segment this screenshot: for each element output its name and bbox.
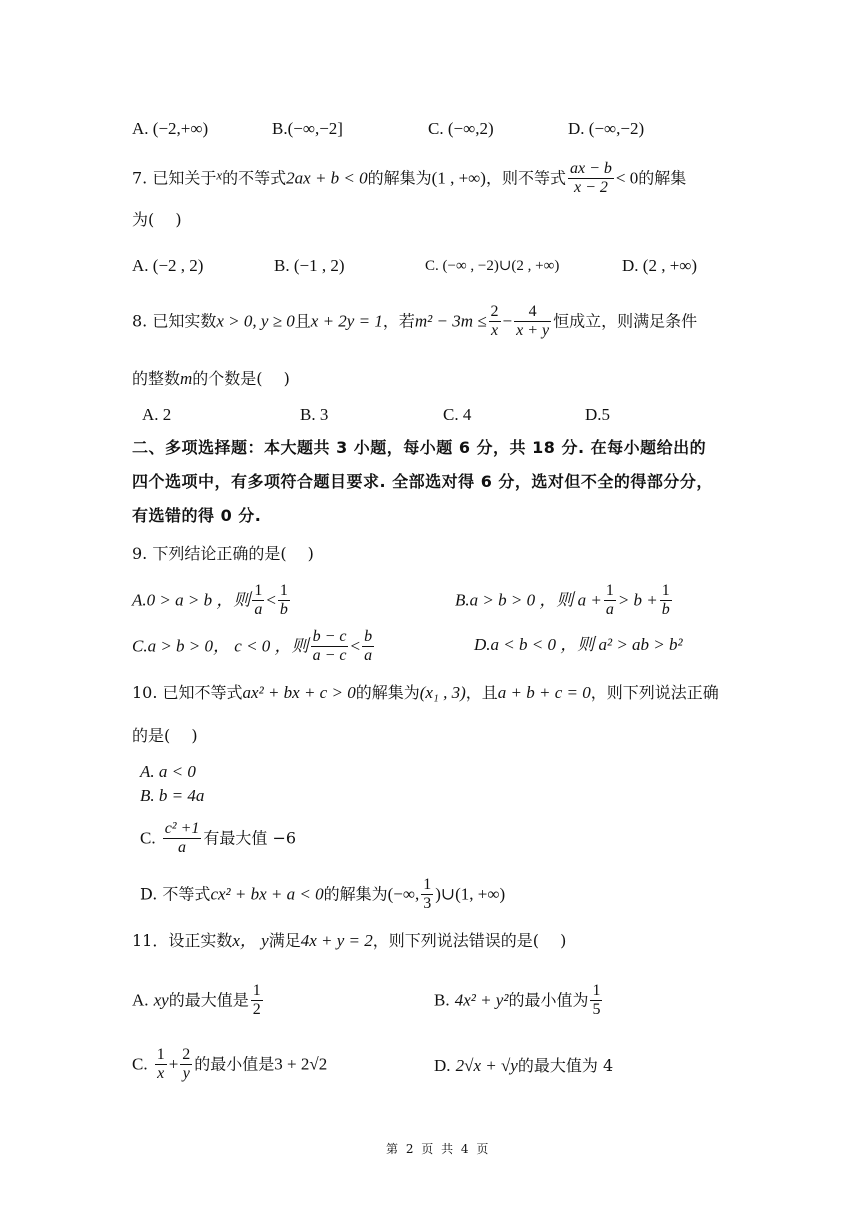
q8-option-a: A. 2 [142,405,172,424]
q10-option-b: B. b = 4a [140,786,205,805]
q7-stem: 7. 已知关于$^x$的不等式2ax + b < 0的解集为(1 , +∞)，则不等式 $\frac{ax - b}{x - 2}$ < 0的解集 [132,160,687,197]
section-heading-line2: 四个选项中，有多项符合题目要求. 全部选对得 6 分，选对但不全的得部分分， [132,472,713,491]
q7-option-c: C. (−∞ , −2)∪(2 , +∞) [425,258,560,274]
q8-option-d: D.5 [585,405,611,424]
q7-fraction: $\frac{ax - b}{x - 2}$ [569,160,612,197]
q6-option-a: A. (−2,+∞) [132,119,209,138]
q8-stem-line2: 的整数m的个数是( ) [132,369,290,388]
q11-option-b: B. 4x² + y²的最小值为 $\frac{1}{5}$ [434,982,601,1019]
q7-option-d: D. (2 , +∞) [622,256,698,275]
q9-option-d: D.a < b < 0 ，则 a² > ab > b² [474,635,683,654]
q7-option-a: A. (−2 , 2) [132,256,204,275]
q8-option-b: B. 3 [300,405,329,424]
q7-option-b: B. (−1 , 2) [274,256,345,275]
q9-option-b: B.a > b > 0 ，则 a + $\frac{1}{a}$ > b + $\frac{1}{b}$ [455,582,670,619]
q6-option-b: B.(−∞,−2] [272,119,343,138]
section-heading-line1: 二、多项选择题：本大题共 3 小题，每小题 6 分，共 18 分. 在每小题给出的 [132,438,707,457]
q11-option-c: C. $\frac{1}{x}$ + $\frac{2}{y}$ 的最小值是3 + 2√2 [132,1046,328,1083]
q10-stem: 10. 已知不等式ax² + bx + c > 0的解集为(x₁ , 3)，且a + b + c = 0，则下列说法正确 [132,683,719,702]
q10-option-c: C. $\frac{\text{c² +1}}{a}$ 有最大值 −6 [140,820,297,857]
q8-stem: 8. 已知实数x > 0, y ≥ 0且x + 2y = 1，若m² − 3m ≤ $\frac{2}{x}$ − $\frac{4}{x + y}$ 恒成立，则满足条件 [132,303,698,340]
q10-stem-line2: 的是( ) [132,726,198,745]
q10-option-d: D. 不等式cx² + bx + a < 0的解集为(−∞, $\frac{1}{3}$ )∪(1, +∞) [140,876,506,913]
page-footer: 第 2 页 共 4 页 [386,1142,491,1156]
q6-option-c: C. (−∞,2) [428,119,494,138]
q9-stem: 9. 下列结论正确的是( ) [132,544,314,563]
q11-option-d: D. 2√x + √y的最大值为 4 [434,1056,614,1075]
q9-option-c: C.a > b > 0， c < 0 ，则 $\frac{b - c}{a - c}$ < $\frac{b}{a}$ [132,628,373,665]
q8-fraction-2: $\frac{4}{x + y}$ [516,303,550,340]
q9-option-a: A.0 > a > b ，则 $\frac{1}{a}$ < $\frac{1}{b}$ [132,582,288,619]
q8-fraction-1: $\frac{2}{x}$ [490,303,499,340]
q10-option-a: A. a < 0 [140,762,196,781]
q8-option-c: C. 4 [443,405,472,424]
q7-stem-line2: 为( ) [132,210,182,229]
section-heading-line3: 有选错的得 0 分. [132,506,262,525]
q11-stem: 11．设正实数x， y满足4x + y = 2，则下列说法错误的是( ) [132,931,567,950]
q11-option-a: A. xy的最大值是 $\frac{1}{2}$ [132,982,261,1019]
q6-option-d: D. (−∞,−2) [568,119,645,138]
